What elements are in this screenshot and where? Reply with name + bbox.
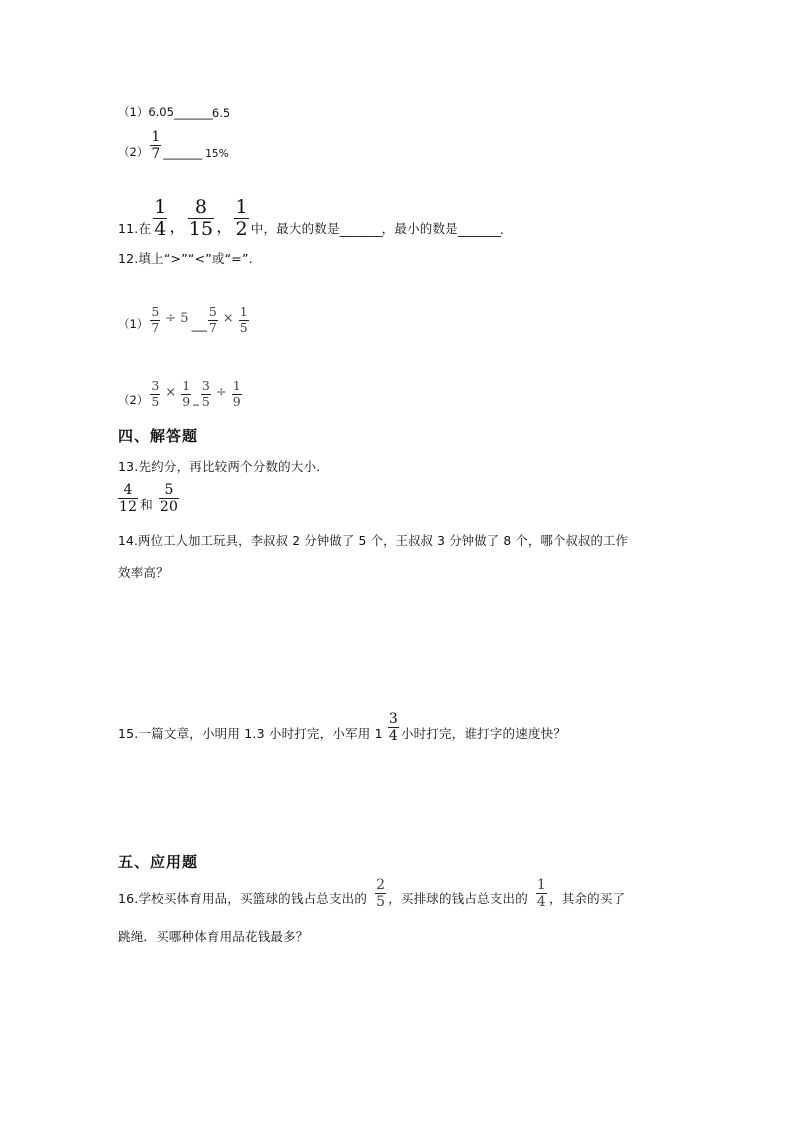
item-1-blank[interactable]: ________ [173,106,212,120]
fraction-numerator: 1 [536,877,547,893]
q12b-fraction-1 [150,380,160,408]
fraction-denominator: 12 [119,499,138,515]
q11-blank-1[interactable]: ________ [339,222,382,237]
q12b-fraction-4 [232,380,242,408]
q12a-label: （1） [118,317,149,331]
fraction-denominator: 15 [188,218,214,240]
q11-fraction-1 [153,198,167,239]
q16-suffix: ，其余的买了 [549,891,626,906]
fraction-denominator: 5 [239,319,248,335]
section-4-title: 四、解答题 [118,427,199,445]
q13-fraction-2 [159,483,179,514]
q12b-operator-1: × [165,385,177,400]
q11-prefix: 11.在 [118,221,152,236]
q16-fraction-1 [375,878,386,909]
fraction-denominator: 5 [376,894,386,910]
q12b-fraction-2 [181,380,191,408]
q16-mid: ，买排球的钱占总支出的 [388,891,528,906]
fraction-denominator: 7 [208,319,217,335]
fraction-numerator: 3 [388,711,398,727]
item-2-compare [118,130,229,161]
q11-blank-2[interactable]: ________ [457,222,500,237]
q12a-fraction-3 [239,306,249,334]
question-11 [118,198,504,239]
question-13 [118,457,329,475]
question-15 [118,712,566,743]
q13-text: 13.先约分，再比较两个分数的大小． [118,459,329,474]
q13-and: 和 [140,497,153,512]
fraction-numerator: 5 [208,304,217,319]
fraction-numerator: 8 [194,196,208,218]
fraction-denominator: 2 [235,218,248,240]
fraction-denominator: 7 [151,146,161,162]
question-12-part-1 [118,306,251,334]
q11-fraction-2 [188,198,215,239]
q12b-fraction-3 [201,380,211,408]
question-16-line-2 [118,927,309,945]
q15-suffix: 小时打完，谁打字的速度快？ [400,726,567,741]
section-5-title: 五、应用题 [118,853,199,871]
q12a-operator-1: ÷ 5 [165,311,189,326]
fraction-denominator: 9 [232,393,241,409]
q12a-fraction-2 [208,306,218,334]
q16-line-2: 跳绳．买哪种体育用品花钱最多？ [118,929,309,944]
fraction-denominator: 20 [159,499,179,515]
q12b-blank[interactable]: _ [193,392,199,406]
q15-prefix: 15.一篇文章，小明用 1.3 小时打完，小军用 1 [118,726,383,741]
q16-fraction-2 [536,878,547,909]
fraction-numerator: 3 [151,378,160,393]
q11-sep-2: ， [216,217,233,236]
fraction-denominator: 7 [151,319,160,335]
fraction-numerator: 5 [164,482,174,498]
q12b-label: （2） [118,393,149,407]
item-1-right: 6.5 [211,106,231,120]
fraction-denominator: 4 [536,894,547,910]
q12b-operator-2: ÷ [215,385,227,400]
question-13-fractions [118,483,181,514]
q12a-operator-2: × [222,311,234,326]
section-4-heading [118,425,198,446]
fraction-denominator: 5 [151,393,160,409]
fraction-denominator: 4 [154,218,167,240]
item-2-fraction [150,130,161,161]
item-2-blank[interactable]: ________ [163,146,202,160]
q12a-fraction-1 [150,306,160,334]
question-14-line-2 [118,563,169,581]
fraction-numerator: 1 [182,378,191,393]
fraction-denominator: 5 [201,393,210,409]
question-14-line-1 [118,531,628,549]
item-1-label: （1）6.05 [118,105,174,119]
q12a-blank[interactable]: ___ [191,318,206,332]
question-16-line-1 [118,878,625,909]
q16-prefix: 16.学校买体育用品，买篮球的钱占总支出的 [118,891,368,906]
section-5-heading [118,851,198,872]
q11-mid: 中，最大的数是 [250,221,340,236]
fraction-numerator: 1 [154,196,167,218]
q11-fraction-3 [234,198,248,239]
fraction-numerator: 1 [232,378,241,393]
q15-fraction [388,712,399,743]
q11-sep-1: ， [169,217,186,236]
fraction-numerator: 5 [151,304,160,319]
fraction-numerator: 1 [239,304,248,319]
q14-line-1: 14.两位工人加工玩具，李叔叔 2 分钟做了 5 个，王叔叔 3 分钟做了 8 个，哪个叔叔的工作 [118,534,629,548]
fraction-numerator: 1 [151,129,161,145]
question-12-part-2 [118,380,244,408]
q13-fraction-1 [118,483,138,514]
q11-mid-2: ，最小的数是 [381,221,458,236]
fraction-numerator: 3 [201,378,210,393]
fraction-numerator: 2 [376,877,386,893]
item-2-right: 15% [205,148,229,160]
item-1-compare [118,104,230,120]
fraction-denominator: 4 [388,728,398,744]
fraction-numerator: 4 [123,482,133,498]
q14-line-2: 效率高？ [118,565,169,580]
question-12 [118,249,253,267]
fraction-denominator: 9 [182,393,191,409]
q12-text: 12.填上“>”“<”或“=”. [118,251,253,266]
fraction-numerator: 1 [235,196,248,218]
q11-end: . [499,222,505,237]
item-2-label: （2） [118,145,149,159]
